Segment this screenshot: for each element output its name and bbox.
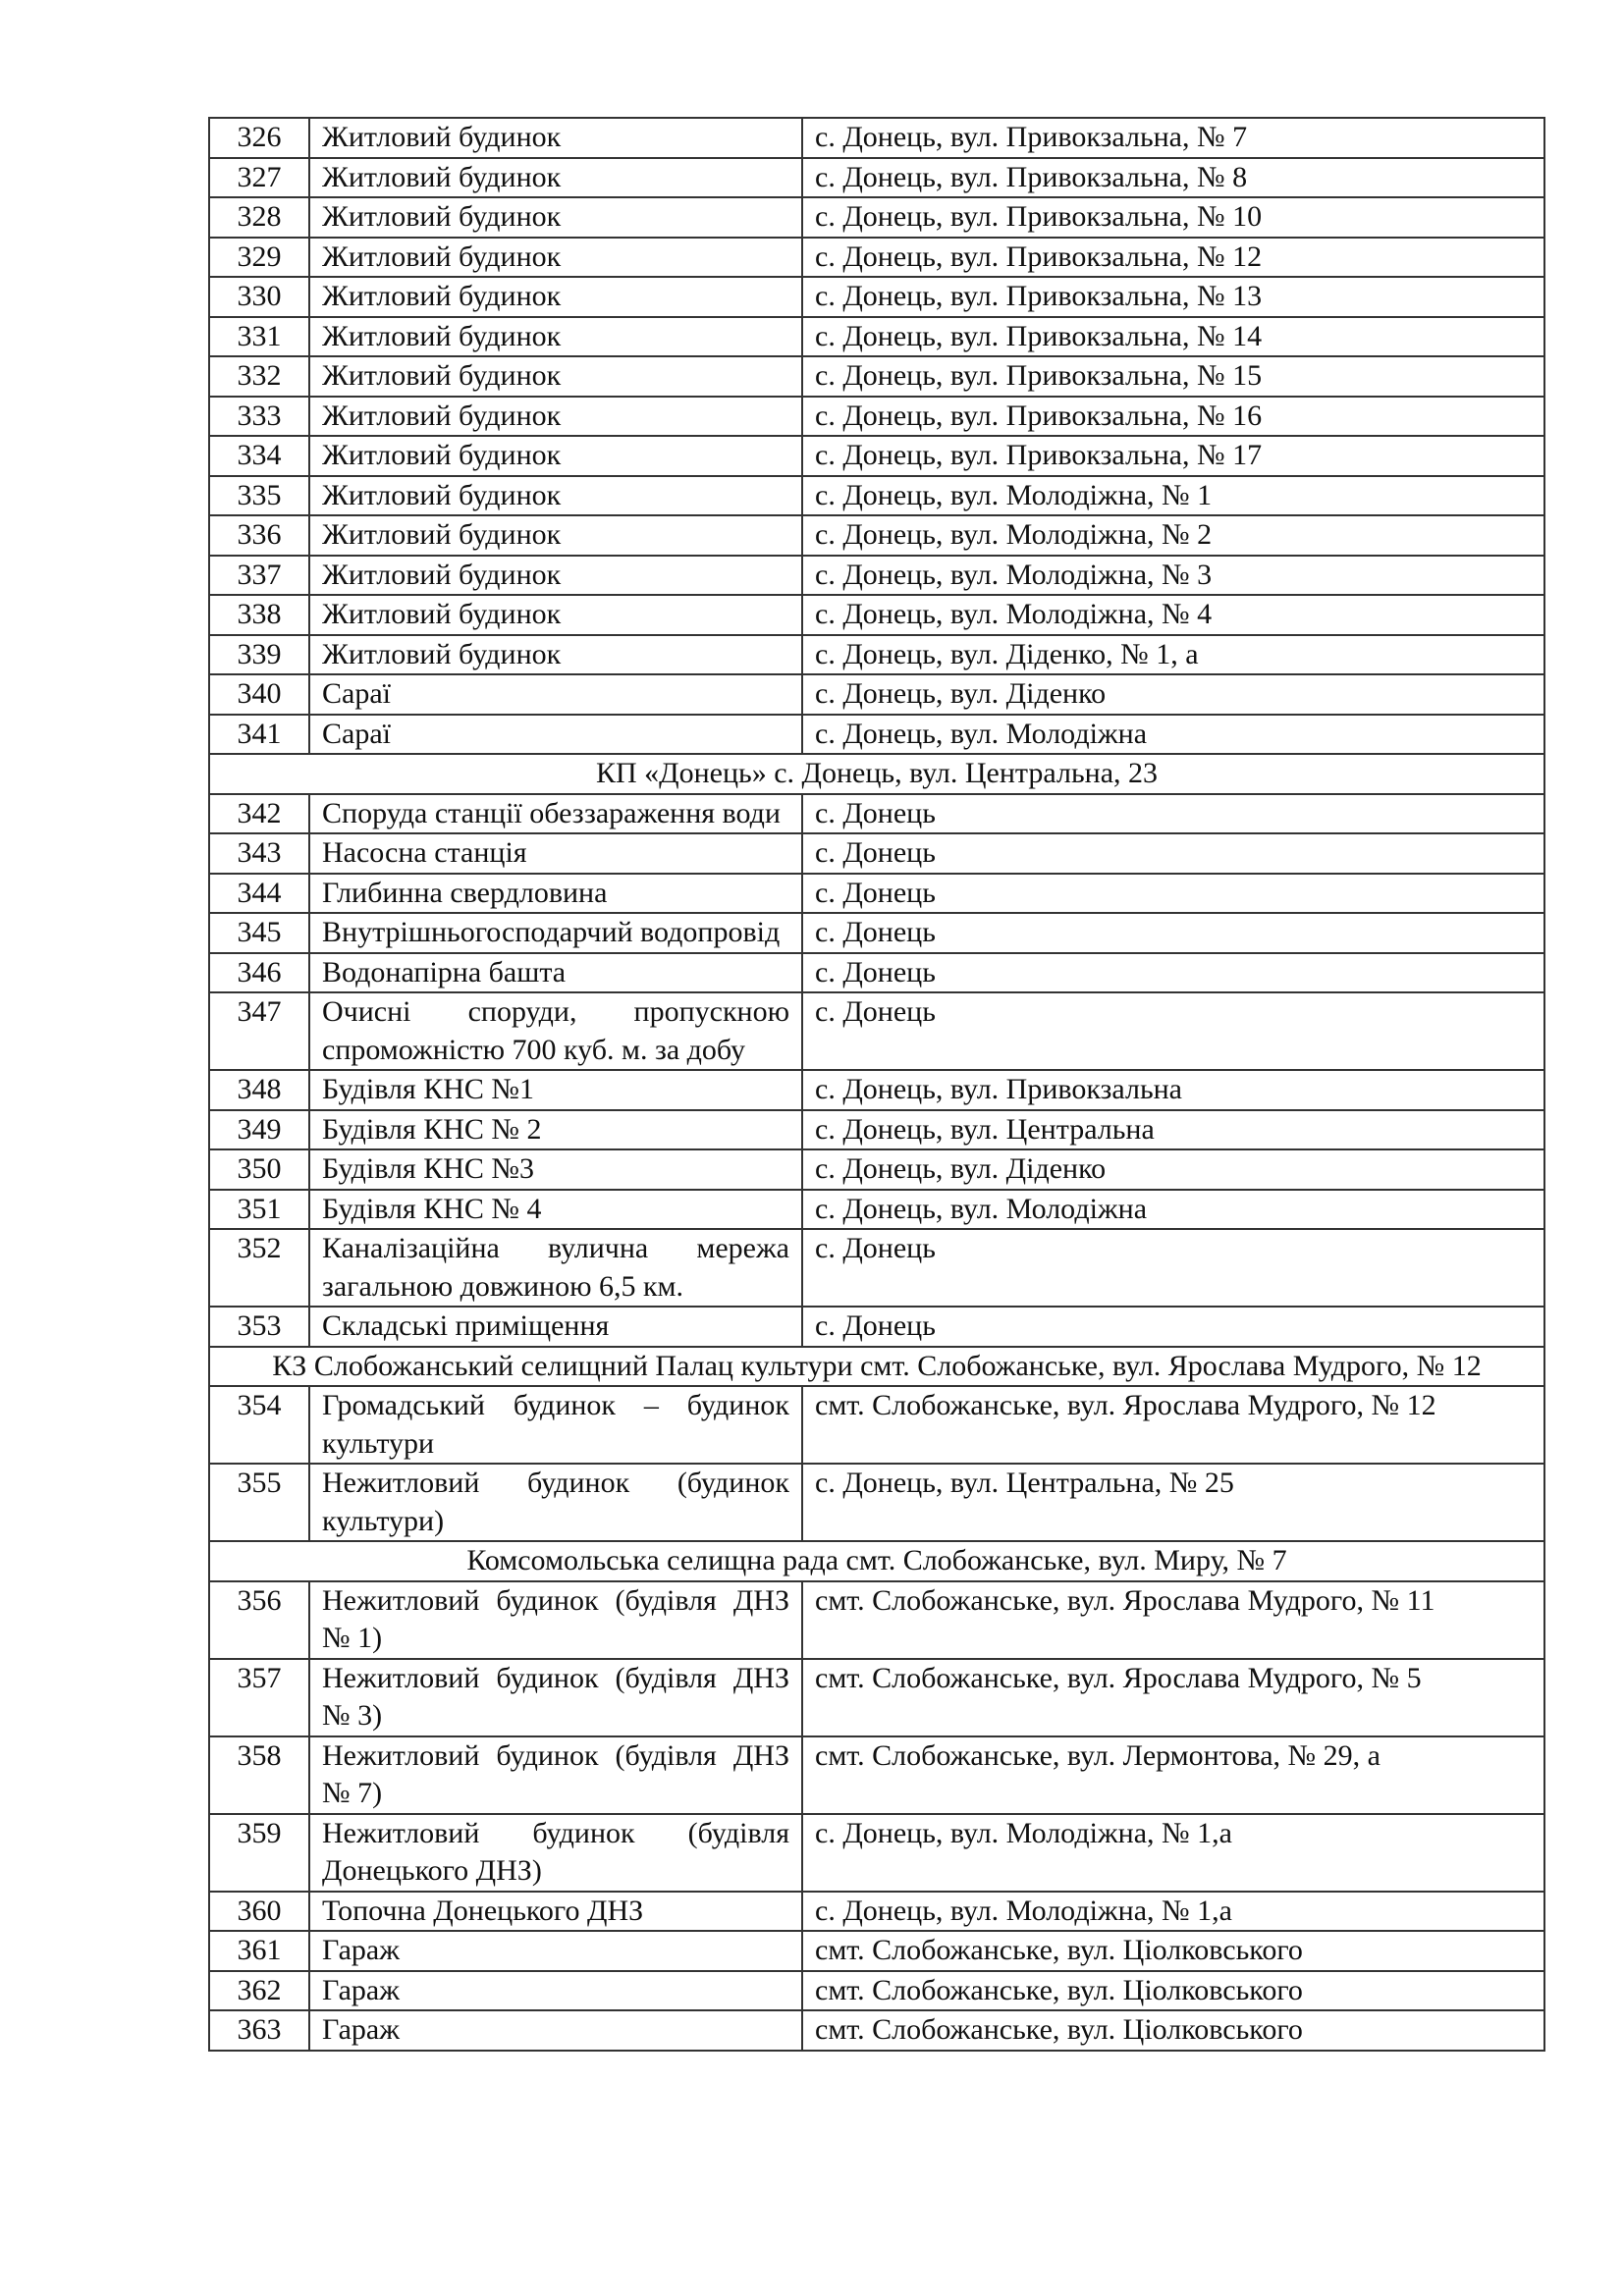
object-address: с. Донець, вул. Молодіжна <box>802 1190 1544 1230</box>
row-number: 329 <box>209 238 309 278</box>
object-name: Водонапірна башта <box>309 953 802 993</box>
object-name: Каналізаційна вулична мережа загальною довжиною 6,5 км. <box>309 1229 802 1307</box>
object-address: с. Донець, вул. Молодіжна, № 1 <box>802 476 1544 516</box>
row-number: 330 <box>209 277 309 317</box>
row-number: 331 <box>209 317 309 357</box>
property-table <box>208 117 1545 2052</box>
table-row <box>209 1307 1544 1347</box>
object-address: с. Донець, вул. Діденко, № 1, а <box>802 635 1544 675</box>
table-row <box>209 436 1544 476</box>
object-address: с. Донець, вул. Привокзальна, № 8 <box>802 158 1544 198</box>
object-address: с. Донець, вул. Діденко <box>802 674 1544 715</box>
row-number: 351 <box>209 1190 309 1230</box>
object-address: с. Донець <box>802 992 1544 1070</box>
table-row <box>209 317 1544 357</box>
row-number: 356 <box>209 1581 309 1659</box>
section-title: КП «Донець» с. Донець, вул. Центральна, 23 <box>209 754 1544 794</box>
object-name: Нежитловий будинок (будинок культури) <box>309 1464 802 1541</box>
object-address: с. Донець, вул. Привокзальна, № 13 <box>802 277 1544 317</box>
object-name: Гараж <box>309 1971 802 2011</box>
object-name: Складські приміщення <box>309 1307 802 1347</box>
object-name: Житловий будинок <box>309 515 802 556</box>
table-row <box>209 1386 1544 1464</box>
object-name: Сараї <box>309 715 802 755</box>
row-number: 328 <box>209 197 309 238</box>
row-number: 332 <box>209 356 309 397</box>
object-address: с. Донець, вул. Привокзальна, № 7 <box>802 118 1544 158</box>
object-address: смт. Слобожанське, вул. Ярослава Мудрого, № 12 <box>802 1386 1544 1464</box>
table-row <box>209 1149 1544 1190</box>
row-number: 358 <box>209 1736 309 1814</box>
object-name: Громадський будинок – будинок культури <box>309 1386 802 1464</box>
table-row <box>209 674 1544 715</box>
table-row <box>209 992 1544 1070</box>
table-row <box>209 476 1544 516</box>
object-address: смт. Слобожанське, вул. Ціолковського <box>802 2010 1544 2051</box>
table-row <box>209 635 1544 675</box>
object-address: с. Донець, вул. Молодіжна, № 1,а <box>802 1814 1544 1892</box>
table-row <box>209 1464 1544 1541</box>
table-row <box>209 118 1544 158</box>
table-row <box>209 913 1544 953</box>
row-number: 362 <box>209 1971 309 2011</box>
row-number: 349 <box>209 1110 309 1150</box>
table-row <box>209 1659 1544 1736</box>
object-name: Житловий будинок <box>309 356 802 397</box>
object-address: с. Донець <box>802 953 1544 993</box>
object-name: Споруда станції обеззараження води <box>309 794 802 834</box>
object-address: смт. Слобожанське, вул. Ярослава Мудрого, № 5 <box>802 1659 1544 1736</box>
row-number: 343 <box>209 833 309 874</box>
table-row <box>209 953 1544 993</box>
object-name: Очисні споруди, пропускною спроможністю 700 куб. м. за добу <box>309 992 802 1070</box>
object-address: с. Донець <box>802 1307 1544 1347</box>
table-row <box>209 1190 1544 1230</box>
table-row <box>209 515 1544 556</box>
object-address: с. Донець, вул. Привокзальна, № 17 <box>802 436 1544 476</box>
table-row <box>209 197 1544 238</box>
section-header-row <box>209 1347 1544 1387</box>
section-header-row <box>209 754 1544 794</box>
object-name: Будівля КНС № 4 <box>309 1190 802 1230</box>
table-row <box>209 277 1544 317</box>
object-address: с. Донець <box>802 913 1544 953</box>
object-name: Житловий будинок <box>309 158 802 198</box>
table-row <box>209 874 1544 914</box>
object-address: с. Донець, вул. Центральна, № 25 <box>802 1464 1544 1541</box>
table-row <box>209 1070 1544 1110</box>
object-address: с. Донець <box>802 1229 1544 1307</box>
row-number: 344 <box>209 874 309 914</box>
table-row <box>209 556 1544 596</box>
table-row <box>209 1931 1544 1971</box>
table-row <box>209 1229 1544 1307</box>
object-name: Житловий будинок <box>309 635 802 675</box>
object-address: с. Донець <box>802 794 1544 834</box>
table-row <box>209 1814 1544 1892</box>
row-number: 346 <box>209 953 309 993</box>
object-address: с. Донець <box>802 874 1544 914</box>
section-title: Комсомольська селищна рада смт. Слобожанське, вул. Миру, № 7 <box>209 1541 1544 1581</box>
table-row <box>209 1971 1544 2011</box>
object-address: с. Донець, вул. Молодіжна, № 2 <box>802 515 1544 556</box>
row-number: 353 <box>209 1307 309 1347</box>
row-number: 341 <box>209 715 309 755</box>
row-number: 355 <box>209 1464 309 1541</box>
object-name: Топочна Донецького ДНЗ <box>309 1892 802 1932</box>
table-row <box>209 595 1544 635</box>
object-name: Сараї <box>309 674 802 715</box>
object-address: с. Донець, вул. Молодіжна, № 1,а <box>802 1892 1544 1932</box>
object-address: с. Донець, вул. Привокзальна, № 15 <box>802 356 1544 397</box>
table-row <box>209 715 1544 755</box>
object-name: Житловий будинок <box>309 118 802 158</box>
row-number: 327 <box>209 158 309 198</box>
row-number: 335 <box>209 476 309 516</box>
object-name: Житловий будинок <box>309 197 802 238</box>
object-name: Житловий будинок <box>309 595 802 635</box>
object-address: с. Донець, вул. Центральна <box>802 1110 1544 1150</box>
object-name: Нежитловий будинок (будівля ДНЗ № 3) <box>309 1659 802 1736</box>
object-name: Житловий будинок <box>309 436 802 476</box>
object-address: с. Донець, вул. Привокзальна, № 10 <box>802 197 1544 238</box>
table-row <box>209 794 1544 834</box>
row-number: 363 <box>209 2010 309 2051</box>
object-name: Нежитловий будинок (будівля ДНЗ № 7) <box>309 1736 802 1814</box>
row-number: 357 <box>209 1659 309 1736</box>
table-row <box>209 397 1544 437</box>
row-number: 340 <box>209 674 309 715</box>
row-number: 342 <box>209 794 309 834</box>
object-address: с. Донець, вул. Привокзальна, № 12 <box>802 238 1544 278</box>
object-address: с. Донець, вул. Привокзальна, № 16 <box>802 397 1544 437</box>
table-row <box>209 1110 1544 1150</box>
row-number: 334 <box>209 436 309 476</box>
row-number: 359 <box>209 1814 309 1892</box>
row-number: 338 <box>209 595 309 635</box>
object-address: смт. Слобожанське, вул. Ціолковського <box>802 1971 1544 2011</box>
object-address: с. Донець <box>802 833 1544 874</box>
object-name: Житловий будинок <box>309 317 802 357</box>
row-number: 339 <box>209 635 309 675</box>
table-row <box>209 2010 1544 2051</box>
object-name: Житловий будинок <box>309 238 802 278</box>
object-address: смт. Слобожанське, вул. Ціолковського <box>802 1931 1544 1971</box>
object-name: Будівля КНС №1 <box>309 1070 802 1110</box>
row-number: 345 <box>209 913 309 953</box>
object-name: Будівля КНС № 2 <box>309 1110 802 1150</box>
row-number: 352 <box>209 1229 309 1307</box>
object-address: смт. Слобожанське, вул. Ярослава Мудрого, № 11 <box>802 1581 1544 1659</box>
object-address: с. Донець, вул. Молодіжна, № 4 <box>802 595 1544 635</box>
table-row <box>209 158 1544 198</box>
object-address: с. Донець, вул. Молодіжна <box>802 715 1544 755</box>
row-number: 350 <box>209 1149 309 1190</box>
object-name: Нежитловий будинок (будівля ДНЗ № 1) <box>309 1581 802 1659</box>
property-table-body <box>209 118 1544 2051</box>
object-name: Гараж <box>309 1931 802 1971</box>
table-row <box>209 356 1544 397</box>
object-name: Глибинна свердловина <box>309 874 802 914</box>
section-header-row <box>209 1541 1544 1581</box>
table-row <box>209 833 1544 874</box>
object-name: Нежитловий будинок (будівля Донецького ДНЗ) <box>309 1814 802 1892</box>
object-name: Будівля КНС №3 <box>309 1149 802 1190</box>
object-name: Насосна станція <box>309 833 802 874</box>
object-address: с. Донець, вул. Діденко <box>802 1149 1544 1190</box>
object-address: с. Донець, вул. Привокзальна <box>802 1070 1544 1110</box>
object-name: Гараж <box>309 2010 802 2051</box>
row-number: 348 <box>209 1070 309 1110</box>
table-row <box>209 1581 1544 1659</box>
object-name: Житловий будинок <box>309 556 802 596</box>
object-name: Внутрішньогосподарчий водопровід <box>309 913 802 953</box>
row-number: 337 <box>209 556 309 596</box>
row-number: 347 <box>209 992 309 1070</box>
table-row <box>209 238 1544 278</box>
row-number: 336 <box>209 515 309 556</box>
row-number: 354 <box>209 1386 309 1464</box>
table-row <box>209 1892 1544 1932</box>
object-address: с. Донець, вул. Привокзальна, № 14 <box>802 317 1544 357</box>
row-number: 326 <box>209 118 309 158</box>
row-number: 360 <box>209 1892 309 1932</box>
object-address: смт. Слобожанське, вул. Лермонтова, № 29, а <box>802 1736 1544 1814</box>
section-title: КЗ Слобожанський селищний Палац культури смт. Слобожанське, вул. Ярослава Мудрого, № 12 <box>209 1347 1544 1387</box>
row-number: 333 <box>209 397 309 437</box>
object-address: с. Донець, вул. Молодіжна, № 3 <box>802 556 1544 596</box>
row-number: 361 <box>209 1931 309 1971</box>
object-name: Житловий будинок <box>309 277 802 317</box>
object-name: Житловий будинок <box>309 476 802 516</box>
table-row <box>209 1736 1544 1814</box>
object-name: Житловий будинок <box>309 397 802 437</box>
